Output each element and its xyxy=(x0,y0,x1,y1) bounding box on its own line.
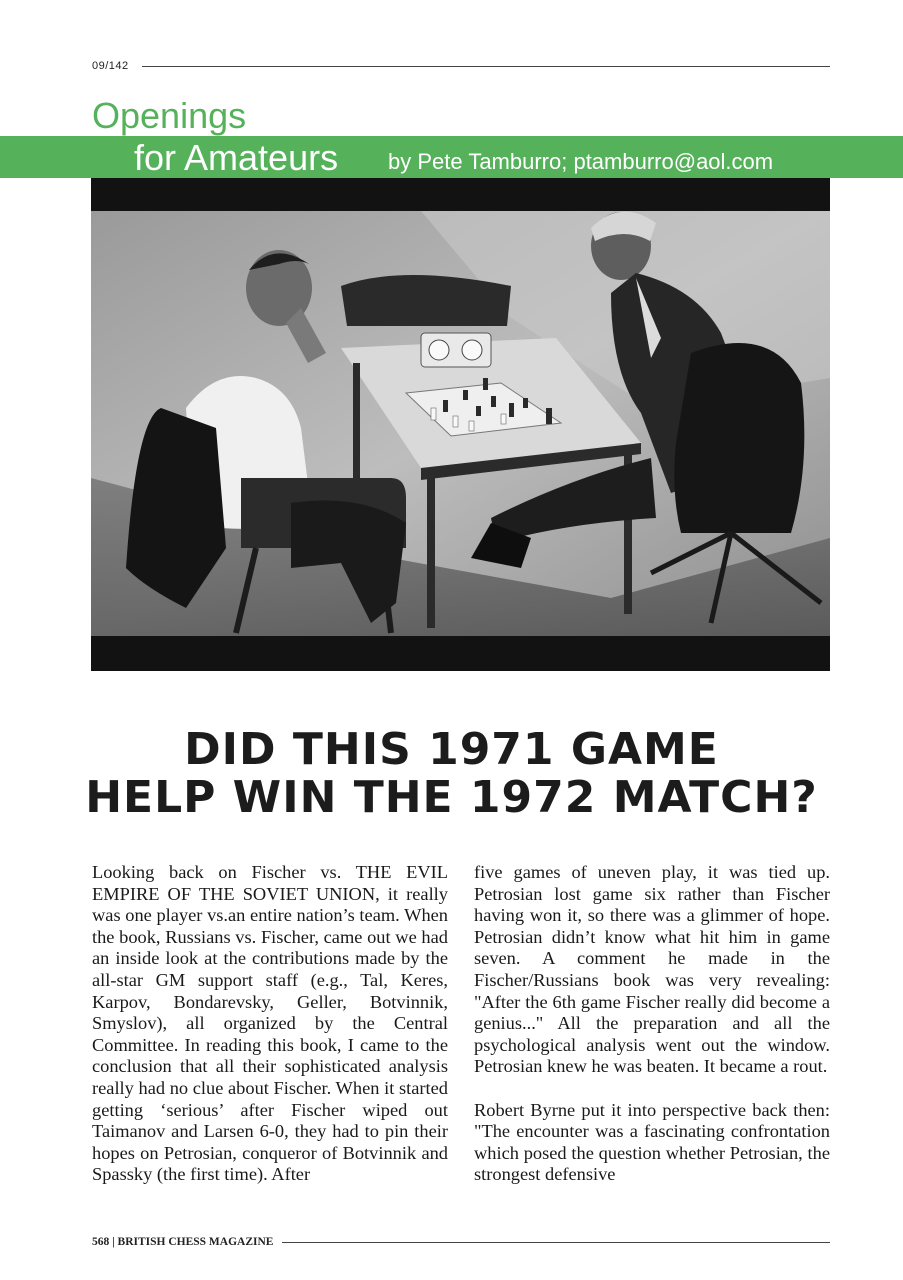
section-title-openings: Openings xyxy=(92,95,247,136)
section-title-for-amateurs: for Amateurs xyxy=(134,137,339,178)
author-byline: by Pete Tamburro; ptamburro@aol.com xyxy=(388,149,774,174)
header-rule xyxy=(142,66,830,67)
article-column-left xyxy=(92,862,448,1186)
footer-rule xyxy=(282,1242,830,1243)
chess-match-photo xyxy=(91,178,830,671)
article-headline-line2: HELP WIN THE 1972 MATCH? xyxy=(85,772,818,823)
article-headline-line1: DID THIS 1971 GAME xyxy=(184,724,719,775)
page-header xyxy=(92,58,830,74)
footer-publication: 568 | BRITISH CHESS MAGAZINE xyxy=(92,1234,279,1250)
article-paragraph: Robert Byrne put it into perspective back then: "The encounter was a fascinating confrontation which posed the question whether Petrosian, the strongest defensive xyxy=(474,1099,830,1185)
article-paragraph: five games of uneven play, it was tied up. Petrosian lost game six rather than Fischer having won it, so there was a glimmer of hope. Petrosian didn’t know what hit him in game seven. A comment he made in the Fischer/Russians book was very revealing: "After the 6th game Fischer really did become a genius..." All the preparation and all the psychological analysis went out the window. Petrosian knew he was beaten. It became a rout. xyxy=(474,862,830,1077)
page-number: 09/142 xyxy=(92,58,133,74)
article-column-right xyxy=(474,862,830,1186)
page-footer xyxy=(92,1234,830,1250)
chess-match-photo-icon xyxy=(91,178,830,671)
article-paragraph: Looking back on Fischer vs. THE EVIL EMPIRE OF THE SOVIET UNION, it really was one player vs.an entire nation’s team. When the book, Russians vs. Fischer, came out we had an inside look at the contributions made by the all-star GM support staff (e.g., Tal, Keres, Karpov, Bondarevsky, Geller, Botvinnik, Smyslov), all organized by the Central Committee. In reading this book, I came to the conclusion that all their sophisticated analysis really had no clue about Fischer. When it started getting ‘serious’ after Fischer wiped out Taimanov and Larsen 6-0, they had to pin their hopes on Petrosian, conqueror of Botvinnik and Spassky (the first time). After xyxy=(92,862,448,1185)
